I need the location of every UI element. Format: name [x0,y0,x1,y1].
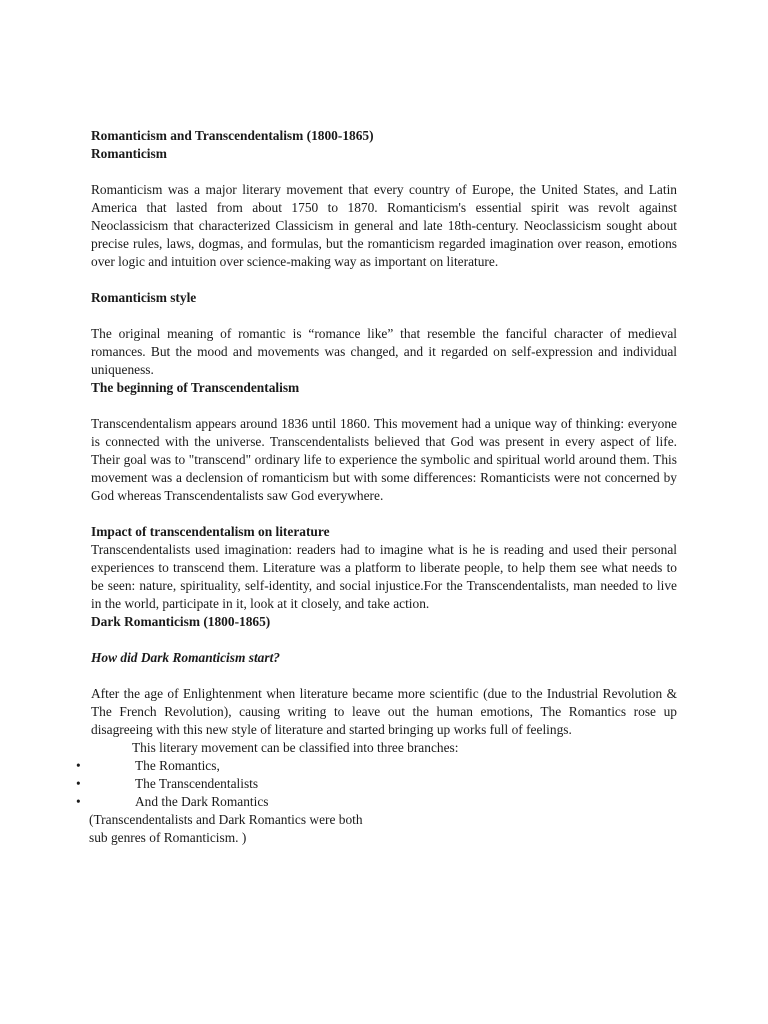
dark-romanticism-paragraph: After the age of Enlightenment when literature became more scientific (due to the Industrial Revolution & The French Revolution), causing writing to leave out the human emotions, The Romantics rose up disagreeing with this new style of literature and started bringing up works full of feelings. [91,686,677,737]
branch-label: And the Dark Romantics [135,794,269,809]
transcendentalism-beginning-paragraph: Transcendentalism appears around 1836 until 1860. This movement had a unique way of thinking: everyone is connected with the universe. Transcendentalists believed that God was present in every aspect of life. Their goal was to "transcend" ordinary life to experience the symbolic and spiritual world around them. This movement was a declension of romanticism but with some differences: Romanticists were not concerned by God whereas Transcendentalists saw God everywhere. [91,416,677,503]
spacer [91,271,677,289]
branches-list [76,757,677,811]
branches-intro: This literary movement can be classified into three branches: [132,740,459,755]
list-item [76,775,677,793]
list-item [76,793,677,811]
transcendentalism-beginning-heading: The beginning of Transcendentalism [91,380,300,395]
branch-label: The Romantics, [135,758,220,773]
spacer [91,397,677,415]
document-title: Romanticism and Transcendentalism (1800-1865) [91,128,374,143]
impact-paragraph: Transcendentalists used imagination: readers had to imagine what is he is reading and used their personal experiences to transcend them. Literature was a platform to liberate people, to help them see what needs to be seen: nature, spirituality, self-identity, and social injustice.For the Transcendentalists, man needed to live in the world, participate in it, look at it closely, and take action. [91,542,677,611]
list-item [76,757,677,775]
spacer [91,667,677,685]
bullet-icon: • [76,776,81,791]
dark-romanticism-question: How did Dark Romanticism start? [91,650,280,665]
romanticism-paragraph: Romanticism was a major literary movement that every country of Europe, the United States, and Latin America that lasted from about 1750 to 1870. Romanticism's essential spirit was revolt against Neoclassicism that characterized Classicism in general and late 18th-century. Neoclassicism sought about precise rules, laws, dogmas, and formulas, but the romanticism regarded imagination over reason, emotions over logic and intuition over science-making way as important on literature. [91,182,677,269]
closing-note-line-1: (Transcendentalists and Dark Romantics were both [89,812,363,827]
document-page [76,127,677,847]
romanticism-heading: Romanticism [91,146,167,161]
branch-label: The Transcendentalists [135,776,259,791]
closing-note-line-2: sub genres of Romanticism. ) [89,830,247,845]
romanticism-style-heading: Romanticism style [91,290,197,305]
dark-romanticism-heading: Dark Romanticism (1800-1865) [91,614,271,629]
spacer [91,307,677,325]
bullet-icon: • [76,794,81,809]
bullet-icon: • [76,758,81,773]
spacer [91,631,677,649]
spacer [91,505,677,523]
impact-heading: Impact of transcendentalism on literature [91,524,330,539]
romanticism-style-paragraph: The original meaning of romantic is “romance like” that resemble the fanciful character of medieval romances. But the mood and movements was changed, and it regarded on self-expression and individual uniqueness. [91,326,677,377]
spacer [91,163,677,181]
